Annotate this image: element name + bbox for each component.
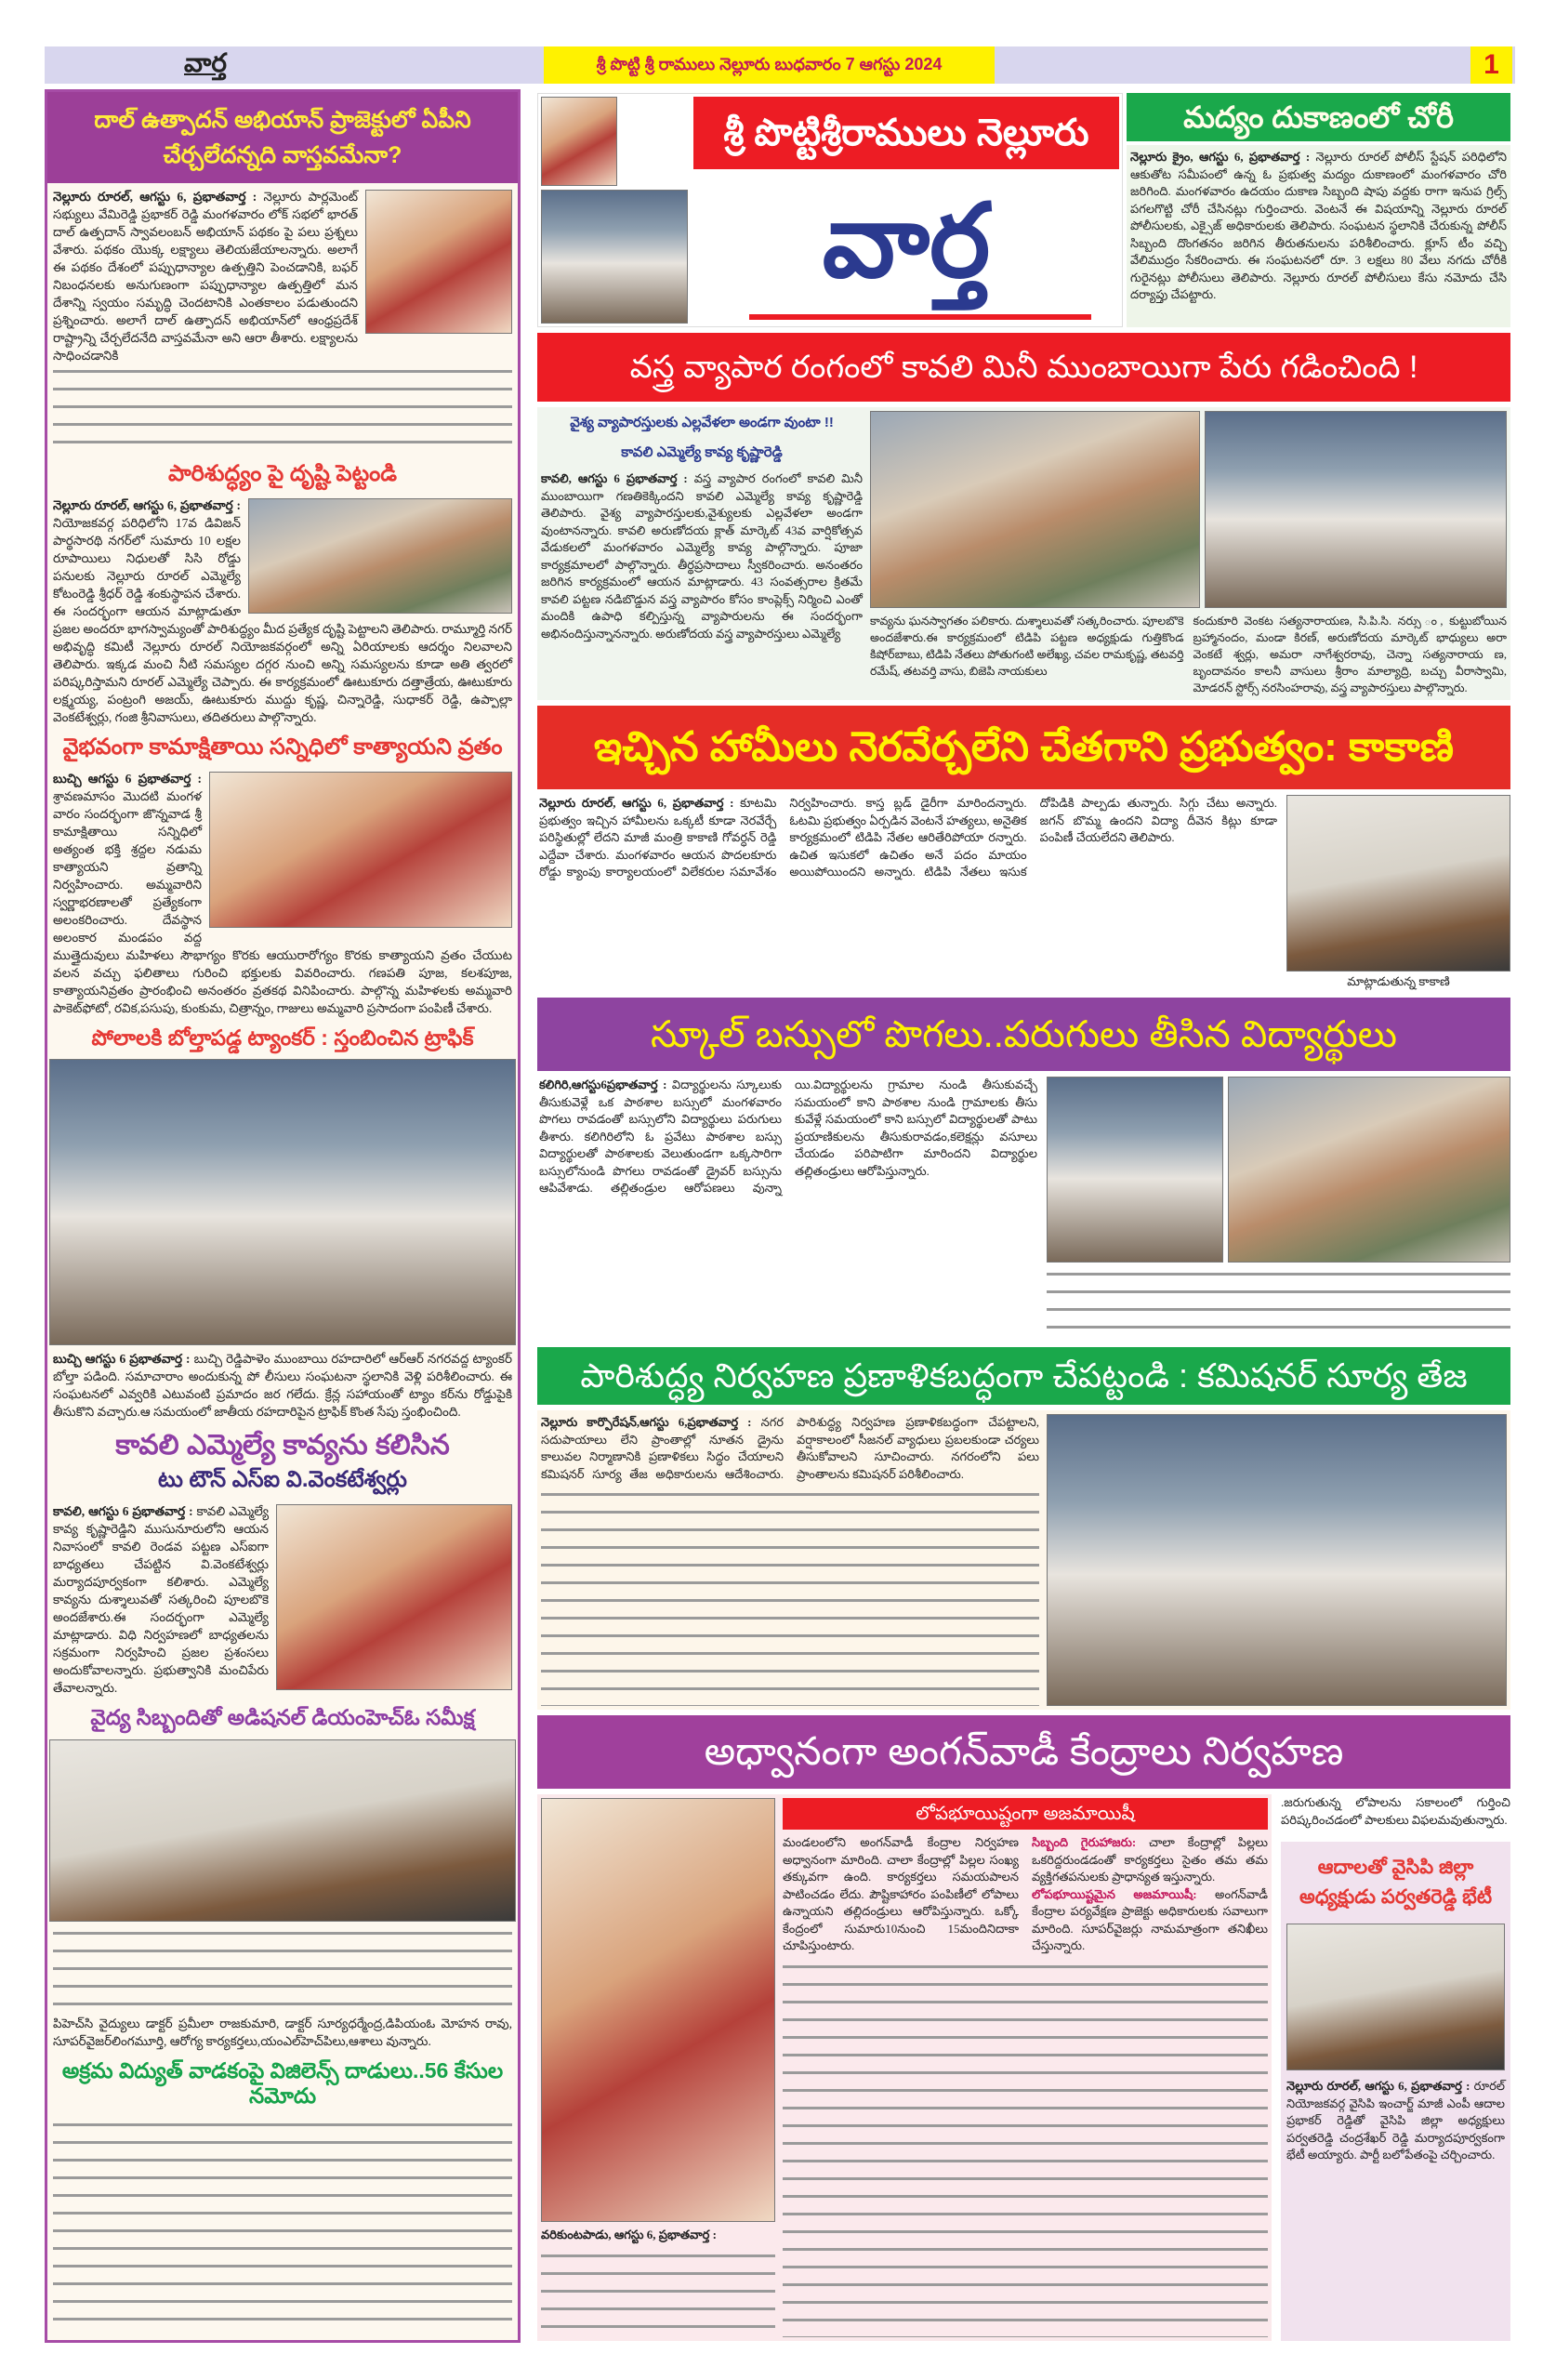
main-area <box>537 93 1510 2341</box>
anganwadi-right <box>783 1798 1268 2337</box>
dateline: నెల్లూరు రూరల్, ఆగస్టు 6, ప్రభాతవార్త : <box>539 796 734 810</box>
dateline: నెల్లూరు రూరల్, ఆగస్టు 6, ప్రభాతవార్త : <box>53 497 241 512</box>
label-supervision: లోపభూయిష్టమైన అజమాయిషీ: <box>1032 1886 1197 1901</box>
dateline: కలిగిరి,ఆగస్టు6ప్రభాతవార్త : <box>539 1078 667 1091</box>
headline-kavali-si: కావలి ఎమ్మెల్యే కావ్యను కలిసిన <box>115 1430 450 1461</box>
masthead <box>537 93 1123 327</box>
photo-dmho-review <box>49 1739 516 1922</box>
text-filler <box>783 1960 1268 2338</box>
photo-nellore-collage <box>541 190 688 324</box>
article-kakani-body <box>537 795 1279 992</box>
anganwadi-side-note <box>1281 1794 1510 1829</box>
photo-vratham <box>209 772 512 928</box>
photo-si-meeting <box>276 1504 512 1690</box>
article-text: .జరుగుతున్న లోపాలను సకాలంలో గుర్తించి పరిష్కరించడంలో పాలకులు విఫలమవుతున్నారు. <box>1281 1795 1510 1827</box>
anganwadi-left <box>541 1798 775 2337</box>
article-text: చాలా కేంద్రాల్లో పిల్లలు ఒకరిద్దరుండడంతో కార్యకర్తలు సైతం తమ తమ వ్యక్తిగతపనులకు ప్రాధాన్యత ఇస్తున్నారు. <box>1032 1835 1268 1884</box>
logo-underline <box>749 314 1091 320</box>
dateline: నెల్లూరు రూరల్, ఆగస్టు 6, ప్రభాతవార్త : <box>53 190 257 204</box>
kakani-photo-block <box>1286 795 1510 992</box>
dateline: బుచ్చి ఆగస్టు 6 ప్రభాతవార్త : <box>53 771 202 786</box>
article-text: అంగన్‌వాడీ కేంద్రాల పర్యవేక్షణ ప్రాజెక్టు అధికారులకు సవాలుగా మారింది. సూపర్‌వైజర్లు నామమాత్రంగా తనిఖీలు చేస్తున్నారు. <box>1032 1886 1268 1952</box>
masthead-title <box>693 97 1119 324</box>
headline-dal: దాల్ ఉత్పాదన్ అభియాన్ ప్రాజెక్టులో ఏపీని చేర్చలేదన్నది వాస్తవమేనా? <box>47 92 518 183</box>
photo-foundation <box>248 498 512 614</box>
headline-anganwadi: అధ్వానంగా అంగన్‌వాడీ కేంద్రాలు నిర్వహణ <box>537 1715 1510 1789</box>
article-vigilance-body <box>53 2118 512 2334</box>
photo-cloth-market <box>1205 411 1507 608</box>
article-adala-body <box>1286 2078 1505 2164</box>
commissioner-text <box>541 1414 1039 1706</box>
anganwadi-row <box>537 1794 1510 2341</box>
adala-box <box>1281 1842 1510 2341</box>
page-number: 1 <box>1470 46 1512 84</box>
header-logo: వార్త <box>184 48 227 77</box>
kavali-section <box>537 407 1510 700</box>
school-photos <box>1047 1077 1510 1263</box>
article-anganwadi-body <box>783 1834 1268 1955</box>
top-row <box>537 93 1510 327</box>
dateline: నెల్లూరు కార్పొరేషన్,ఆగస్టు 6,ప్రభాతవార్త : <box>541 1415 752 1429</box>
photo-students <box>1228 1077 1510 1263</box>
text-filler <box>53 1926 512 2015</box>
dateline: వరికుంటపాడు, ఆగస్టు 6, ప్రభాతవార్త : <box>541 2228 717 2241</box>
article-kavali-body3 <box>1193 613 1508 696</box>
text-filler <box>541 1488 1039 1706</box>
school-photos-block <box>1047 1077 1510 1342</box>
header-dateline: శ్రీ పొట్టి శ్రీ రాములు నెల్లూరు బుధవారం 7 ఆగస్టు 2024 <box>544 46 995 84</box>
kavali-sub1: వైశ్య వ్యాపారస్తులకు ఎల్లవేళలా అండగా వుంటా !! <box>570 415 834 430</box>
article-text: కూటమి ప్రభుత్వం ఇచ్చిన హామీలను ఒక్కటీ కూడా నెరవేర్చే పరిస్థితుల్లో లేదని మాజీ మంత్రి కాకాణి గోవర్ధన్ రెడ్డి ఎద్దేవా చేశారు. మంగళవారం ఆయన పొదలకూరు రోడ్డు క్యాంపు కార్యాలయంలో విలేకరుల సమావేశం నిర్వహించారు. కాస్త బ్లడ్ డైరీగా మారిందన్నారు. ఓటమి ప్రభుత్వం ఏర్పడిన వెంటనే హత్యలు, అనైతిక కార్యక్రమంలో టిడిపి నేతల ఆరితేరిపోయా రన్నారు. ఉచిత ఇసుకలో ఉచితం అనే పదం మాయం అయిపోయిందని అన్నారు. టిడిపి నేతలు ఇసుక దోపిడికి పాల్పడు తున్నారు. సిగ్గు చేటు అన్నారు. జగన్ బొమ్మ ఉందని విద్యా దీవెన కిట్లు కూడా పంపిణీ చేయలేదని తెలిపారు. <box>539 796 1277 879</box>
kavali-right <box>870 411 1507 696</box>
article-text: మండలంలోని అంగన్‌వాడీ కేంద్రాల నిర్వహణ అధ్వానంగా మారింది. చాలా కేంద్రాల్లో పిల్లల సంఖ్య తక్కువగా ఉంది. కార్యకర్తలు సమయపాలన పాటించడం లేదు. పౌష్టికాహారం పంపిణీలో లోపాలు ఉన్నాయని తల్లిదండ్రులు ఆరోపిస్తున్నారు. ఒక్కో కేంద్రంలో సుమారు10నుంచి 15మందినిదాకా చూపిస్తుంటారు. <box>783 1835 1019 1952</box>
article-kavali-si-body <box>47 1502 518 1697</box>
article-kavali-body2 <box>870 613 1184 696</box>
article-text: బుచ్చి రెడ్డిపాళెం ముంబాయి రహదారిలో ఆర్ఆర్ నగరవద్ద ట్యాంకర్ బోల్తా పడింది. సమాచారాం అందుకున్న పో లీసులు సంఘటనా స్థలానికి వెళ్లి పరిశీలించారు. ఈ సంఘటనలో ఎవ్వరికి ఎటువంటి ప్రమాదం జర గలేదు. క్రేన్ల సహాయంతో ట్యాం కర్‌ను రోడ్డుపైకి తీసుకొని వచ్చారు.ఆ సమయంలో జాతీయ రహదారిపైన ట్రాఫిక్ కొంత సేపు స్తంభించింది. <box>53 1352 512 1420</box>
article-dal-body <box>47 188 518 453</box>
article-text: నెల్లూరు పార్లమెంట్ సభ్యులు వేమిరెడ్డి ప్రభాకర్ రెడ్డి మంగళవారం లోక్ సభలో భారత్ దాల్ ఉత్పదాన్ స్వావలంబన్ అభియాన్ పథకం పై పలు ప్రశ్నలు వేశారు. పథకం యొక్క లక్ష్యాలు తెలియజేయాలన్నారు. అలాగే ఈ పథకం దేశంలో పప్పుధాన్యాల ఉత్పత్తిని పెంచడానికి, బఫర్ నిబంధనలకు అనుగుణంగా పప్పుధాన్యాల ఉత్పత్తిలో మన దేశాన్ని స్వయం సమృద్ధి చెందటానికి ఎంతకాలం పడుతుందని ప్రశ్నించారు. అలాగే దాల్ ఉత్పాదన్ అభియాన్‌లో ఆంధ్రప్రదేశ్ రాష్ట్రాన్ని చేర్చలేదనేది వాస్తవమేనా అని ఆరా తీశారు. లక్ష్యాలను సాధించడానికి <box>53 190 359 363</box>
headline-vigilance: అక్రమ విద్యుత్ వాడకంపై విజిలెన్స్ దాడులు..56 కేసుల నమోదు <box>61 2057 504 2109</box>
article-kavali-body <box>541 470 863 642</box>
left-column <box>45 89 521 2343</box>
article-school-cont <box>1047 1267 1510 1342</box>
dateline: నెల్లూరు క్రైం, ఆగస్టు 6, ప్రభాతవార్త : <box>1130 150 1311 164</box>
dateline: కావలి, ఆగస్టు 6 ప్రభాతవార్త : <box>53 1503 193 1518</box>
article-text: నెల్లూరు రూరల్ పోలీస్ స్టేషన్ పరిధిలోని ఆకుతోట సమీపంలో ఉన్న ఓ ప్రభుత్వ మద్యం దుకాణంలో మంగళవారం చోరి జరిగింది. మంగళవారం ఉదయం దుకాణ సిబ్బంది షాపు వద్దకు రాగా ఇనుప గ్రిల్స్ పగలగొట్టి చోరీ చేసినట్లు గుర్తించారు. వెంటనే ఈ విషయాన్ని నెల్లూరు రూరల్ పోలీసులకు, ఎక్సైజ్ అధికారులకు తెలిపారు. సంఘటన స్థలానికి చేరుకున్న పోలీస్ సిబ్బంది దొంగతనం జరిగిన తీరుతనులను పరిశీలించారు. క్లూస్ టీం వచ్చి వేలిముద్రం సేకరించారు. ఈ సంఘటనలో రూ. 3 లక్షలు 80 వేలు నగదు చోరీకి గురైనట్లు పోలీసులు తెలిపారు. నెల్లూరు రూరల్ పోలీసులు కేసు నమోదు చేసి దర్యాప్తు చేపట్టారు. <box>1130 150 1507 301</box>
headline-commissioner: పారిశుద్ధ్య నిర్వహణ ప్రణాళికబద్ధంగా చేపట్టండి : కమిషనర్ సూర్య తేజ <box>537 1347 1510 1405</box>
article-sanitation-body <box>47 496 518 726</box>
photo-school-bus <box>1047 1077 1223 1263</box>
photo-kakani <box>1286 795 1510 972</box>
article-anganwadi-lead <box>541 2227 775 2244</box>
school-section <box>537 1077 1510 1342</box>
photo-mp <box>365 190 512 334</box>
article-text: నియోజకవర్గ పరిధిలోని 17వ డివిజన్ పార్థసారథి నగర్‌లో సుమారు 10 లక్షల రూపాయిలు నిధులతో సిసి రోడ్డు పనులకు నెల్లూరు రూరల్ ఎమ్మెల్యే కోటంరెడ్డి శ్రీధర్ రెడ్డి శంకుస్థాపన చేశారు. ఈ సందర్భంగా ఆయన మాట్లాడుతూ ప్రజల అందరూ భాగస్వామ్యంతో పారిశుద్ధ్యం మీద ప్రత్యేక దృష్టి పెట్టాలని తెలిపారు. రామ్మూర్తి నగర్ అభివృద్ధి కమిటీ నెల్లూరు రూరల్ నియోజకవర్గంలో అన్ని ఏరియాలకు ఆదర్శం నిలవాలని తెలిపారు. ఇక్కడ మంచి నీటి సమస్యల దగ్గర నుంచి అన్ని సమస్యలను కూడా అతి త్వరలో పరిష్కరిస్తామని రూరల్ ఎమ్మెల్యే చెప్పారు. ఈ కార్యక్రమంలో ఊటుకూరు దత్తాత్రేయ, ఊటుకూరు లక్ష్మయ్య, పంట్రంగి అజయ్, ఊటుకూరు ముద్దు కృష్ణ, చిన్నారెడ్డి, సుధాకర్ రెడ్డి, ఉప్పాల్లా వెంకటేశ్వర్లు, గంజి శ్రీనివాసులు, తదితరులు పాల్గొన్నారు. <box>53 515 512 724</box>
kavali-lead <box>541 411 863 696</box>
article-dmho-body <box>47 1926 518 2050</box>
photo-tanker <box>49 1059 516 1345</box>
masthead-logo: వార్త <box>822 185 991 298</box>
subheadline-kavali-si: టు టౌన్ ఎస్ఐ వి.వెంకటేశ్వర్లు <box>158 1467 407 1493</box>
photo-kavali-mla <box>870 411 1200 608</box>
article-text: శ్రావణమాసం మొదటి మంగళ వారం సందర్భంగా జొన్నవాడ శ్రీ కామాక్షితాయి సన్నిధిలో అత్యంత భక్తి శ్రద్దల నడుమ కాత్యాయని వ్రతాన్ని నిర్వహించారు. అమ్మవారిని స్వర్ణాభరణాలతో ప్రత్యేకంగా అలంకరించారు. దేవస్థాన అలంకార మండపం వద్ద ముత్తైదువులు మహిళలు సౌభాగ్యం కొరకు ఆయురారోగ్యం కొరకు కాత్యాయని వ్రతం చేయుట వలన వచ్చు ఫలితాలు గురించి భక్తులకు వివరించారు. గణపతి పూజ, కలశపూజ, కాత్యాయనివ్రతం ప్రారంభించి అనంతరం వ్రతకథ వినిపించారు. పాల్గొన్న మహిళలకు అమ్మవారి పాకెట్‌ఫోటో, రవిక,పసుపు, కుంకుమ, చిత్రాన్నం, గాజులు అమ్మవారి ప్రసాదంగా పంపిణీ చేశారు. <box>53 788 512 1015</box>
headline-kavali-textile: వస్త్ర వ్యాపార రంగంలో కావలి మినీ ముంబాయిగా పేరు గడించింది ! <box>537 333 1510 402</box>
photo-commissioner-inspection <box>1047 1414 1507 1706</box>
kavali-continued <box>870 613 1507 696</box>
liquor-theft-article <box>1127 93 1510 327</box>
masthead-edition: శ్రీ పొట్టిశ్రీరాములు నెల్లూరు <box>693 97 1119 169</box>
subheadline-anganwadi: లోపభూయిష్టంగా అజమాయిషీ <box>783 1798 1268 1830</box>
article-text: వస్త్ర వ్యాపార రంగంలో కావలి మినీ ముంబాయిగా గణతికెక్కిందని కావలి ఎమ్మెల్యే కావ్య కృష్ణారెడ్డి తెలిపారు. వైశ్య వ్యాపారస్తులకు,వైశ్యులకు ఎల్లవేళలా అండగా వుంటానన్నారు. కావలి అరుణోదయ క్లాత్ మార్కెట్ 43వ వార్షికోత్సవ వేడుకలలో మంగళవారం ఎమ్మెల్యే కావ్య పాల్గొన్నారు. పూజా కార్యక్రమాలలో పాల్గొన్నారు. తీర్థప్రసాదాలు స్వీకరించారు. అనంతరం జరిగిన కార్యక్రమంలో ఆయన మాట్లాడారు. 43 సంవత్సరాల క్రితమే కావలి పట్టణ నడిబొడ్డున వస్త్ర వ్యాపారం కోసం కాంప్లెక్స్ నిర్మించి ఎంతో మందికి ఉపాధి కల్పిస్తున్న వ్యాపారులను ఈ సందర్భంగా అభినందిస్తున్నానన్నారు. అరుణోదయ వస్త్ర వ్యాపారస్తులు ఎమ్మెల్యే <box>541 471 863 641</box>
kavali-photos <box>870 411 1507 608</box>
text-filler <box>53 364 512 453</box>
headline-tanker: పోలాలకి బోల్తాపడ్డ ట్యాంకర్ : స్తంబించిన ట్రాఫిక్ <box>91 1025 474 1050</box>
article-school-body <box>537 1077 1039 1342</box>
kavali-sub2: కావలి ఎమ్మెల్యే కావ్య కృష్ణారెడ్డి <box>621 444 783 460</box>
article-text: కందుకూరి వెంకట సత్యనారాయణ, సి.పి.సి. నర్సు ం, కుట్టుబోయిన బ్రహ్మానందం, మండా కిరణ్, అరుణోదయ మార్కెట్ భాధ్యులు అరా వెంకటే శ్వర్లు, అమరా నాగేశ్వరరావు, చెన్నా సత్యనారాయ ణ, బృందావనం కాలనీ వాసులు శ్రీరాం మాల్యాద్రి, బచ్చు వీరాస్వామి, మోడరన్ స్టోర్స్ నరసింహరావు, వస్త్ర వ్యాపారస్తులు పాల్గొన్నారు. <box>1193 615 1507 694</box>
article-katyayani-body <box>47 770 518 1017</box>
article-text: కావలి ఎమ్మెల్యే కావ్య కృష్ణారెడ్డిని ముసునూరులోని ఆయన నివాసంలో కావలి రెండవ పట్టణ ఎస్ఐగా బాధ్యతలు చేపట్టిన వి.వెంకటేశ్వర్లు మర్యాదపూర్వకంగా కలిశారు. ఎమ్మెల్యే కావ్యను దుశ్శాలువతో సత్కరించి పూలబొకె అందజేశారు.ఈ సందర్భంగా ఎమ్మెల్యే మాట్లాడారు. విధి నిర్వహణలో బాధ్యతలను సక్రమంగా నిర్వహించి ప్రజల ప్రశంసలు అందుకోవాలన్నారు. ప్రభుత్వానికి మంచిపేరు తేవాలన్నారు. <box>53 1503 270 1695</box>
text-filler <box>541 2249 775 2338</box>
article-commissioner-body <box>541 1414 1039 1483</box>
caption-kakani: మాట్లాడుతున్న కాకాణి <box>1347 974 1450 988</box>
photo-potti-sriramulu <box>541 97 617 186</box>
photo-adala-meeting <box>1286 1924 1505 2070</box>
article-liquor-theft-body <box>1127 145 1510 327</box>
headline-school-bus: స్కూల్ బస్సులో పొగలు..పరుగులు తీసిన విద్యార్థులు <box>537 998 1510 1071</box>
article-text: కావ్యను ఘనస్వాగతం పలికారు. దుశ్శాలువతో సత్కరించారు. పూలబొకె అందజేశారు.ఈ కార్యక్రమంలో టిడిపి పట్టణ అధ్యక్షుడు గుత్తికొండ కిషోర్‌బాబు, టిడిపి నేతలు పోతుగంటి అలేఖ్య, చవల రామకృష్ణ, తటవర్తి రమేష్, తటవర్తి వాసు, బిజెపి నాయకులు <box>870 615 1184 678</box>
article-text: నగర సదుపాయాలు లేని ప్రాంతాల్లో నూతన డ్రైను కాలువల నిర్మాణానికి ప్రణాళికలు సిద్ధం చేయాలని కమిషనర్ సూర్య తేజ అధికారులను ఆదేశించారు. పారిశుద్ధ్య నిర్వహణ ప్రణాళికబద్ధంగా చేపట్టాలని, వర్షాకాలంలో సీజనల్ వ్యాధులు ప్రబలకుండా చర్యలు తీసుకోవాలని సూచించారు. నగరంలోని పలు ప్రాంతాలను కమిషనర్ పరిశీలించారు. <box>541 1415 1039 1481</box>
dateline: కావలి, ఆగస్టు 6 ప్రభాతవార్త : <box>541 471 688 485</box>
dateline: బుచ్చి ఆగస్టు 6 ప్రభాతవార్త : <box>53 1352 191 1367</box>
anganwadi-side <box>1281 1794 1510 2341</box>
photo-anganwadi <box>541 1798 775 2222</box>
headline-adala: ఆదాలతో వైసిపి జిల్లా అధ్యక్షుడు పర్వతరెడ్డి భేటీ <box>1299 1857 1493 1908</box>
headline-dmho: వైద్య సిబ్బందితో అడిషనల్ డియంహెచ్ఓ సమీక్ష <box>90 1704 475 1729</box>
article-tanker-body <box>47 1350 518 1421</box>
page-header <box>45 46 1515 84</box>
article-text: రూరల్ నియోజకవర్గ వైసిపి ఇంచార్జ్ మాజీ ఎంపీ ఆదాల ప్రభాకర్ రెడ్డితో వైసిపి జిల్లా అధ్యక్షులు పర్వతరెడ్డి చంద్రశేఖర్ రెడ్డి మర్యాదపూర్వకంగా భేటీ అయ్యారు. పార్టీ బలోపేతంపై చర్చించారు. <box>1286 2079 1505 2162</box>
kakani-section <box>537 795 1510 992</box>
headline-sanitation: పారిశుద్ధ్యం పై దృష్టి పెట్టండి <box>167 461 398 486</box>
commissioner-section <box>537 1410 1510 1710</box>
headline-kakani: ఇచ్చిన హామీలు నెరవేర్చలేని చేతగాని ప్రభుత్వం: కాకాణి <box>537 706 1510 789</box>
article-text: పిహెచ్‌సి వైద్యులు డాక్టర్ ప్రమీలా రాజకుమారి, డాక్టర్ సూర్యధర్మేంద్ర,డిపియంఓ మోహన రావు, సూపర్‌వైజర్‌లింగమూర్తి, ఆరోగ్య కార్యకర్తలు,యంఎల్‌హెచ్‌పిలు,ఆశాలు వున్నారు. <box>53 2016 512 2048</box>
headline-katyayani: వైభవంగా కామాక్షితాయి సన్నిధిలో కాత్యాయని వ్రతం <box>62 734 503 760</box>
dateline: నెల్లూరు రూరల్, ఆగస్టు 6, ప్రభాతవార్త : <box>1286 2079 1470 2093</box>
masthead-images <box>541 97 690 324</box>
anganwadi-section <box>537 1794 1272 2341</box>
headline-liquor-theft: మద్యం దుకాణంలో చోరీ <box>1127 93 1510 141</box>
article-text: విద్యార్థులను స్కూలుకు తీసుకువెళ్లే ఒక పాఠశాల బస్సులో మంగళవారం పొగలు రావడంతో బస్సులోని విద్యార్థులు పరుగులు తీశారు. కలిగిరిలోని ఓ ప్రవేటు పాఠశాల బస్సు విద్యార్థులతో పాఠశాలకు వెలుతుండగా ఒక్కసారిగా బస్సులోనుండి పొగలు రావడంతో డ్రైవర్ బస్సును ఆపివేశాడు. తల్లితండ్రుల ఆరోపణలు వున్నా యి.విద్యార్థులను గ్రామాల నుండి తీసుకువచ్చే సమయంలో కాని పాఠశాల నుండి గ్రామాలకు తీసు కువేళ్లే సమయంలో కాని బస్సులో విద్యార్థులతో పాటు ప్రయాణికులను తీసుకురావడం,కలెక్షన్లు వసూలు చేయడం పరిపాటిగా మారిందని విద్యార్థుల తల్లితండ్రులు ఆరోపిస్తున్నారు. <box>539 1078 1037 1195</box>
label-staff: సిబ్బంది గైరుహాజరు: <box>1032 1835 1137 1849</box>
